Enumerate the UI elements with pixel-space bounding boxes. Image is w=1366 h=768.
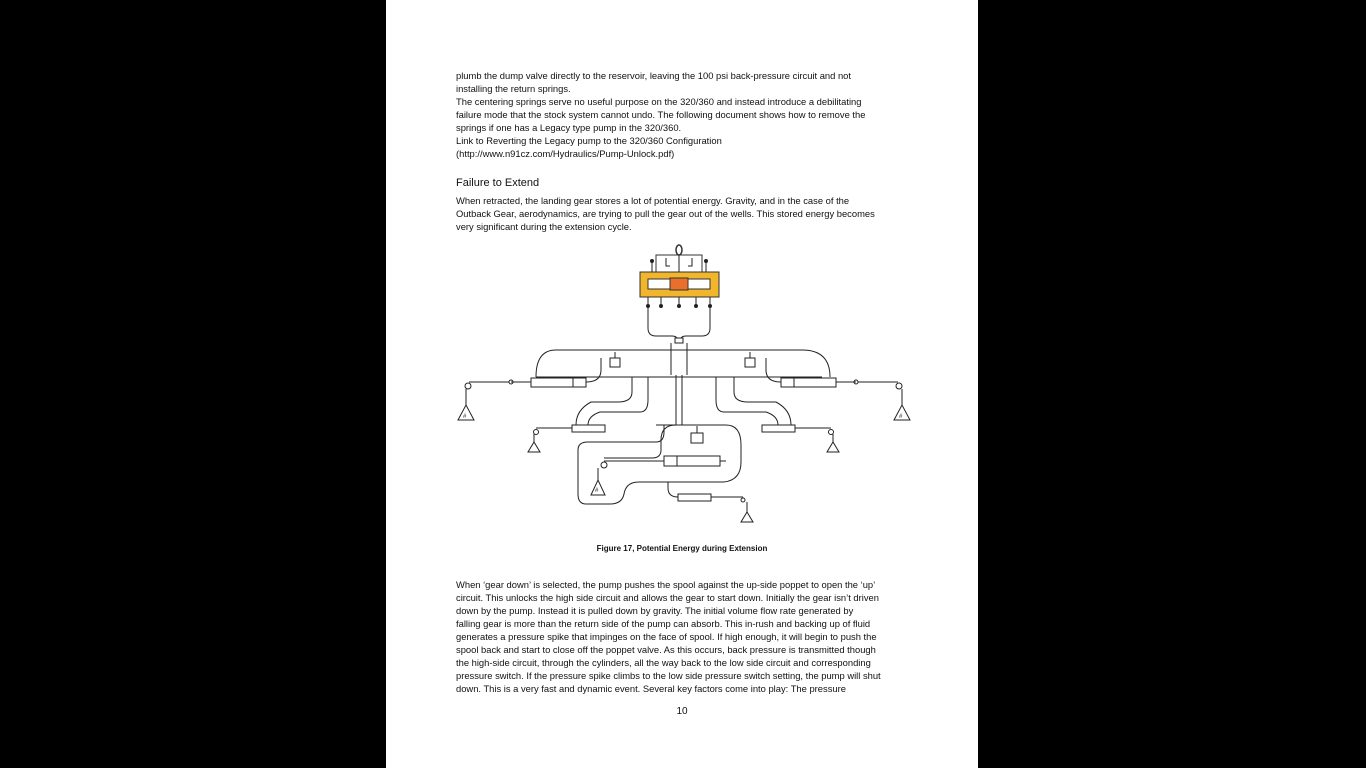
text-line: pressure switch. If the pressure spike climbs to the low side pressure switch setting, the pump will shut xyxy=(456,670,881,681)
text-line: down by the pump. Instead it is pulled down by gravity. The initial volume flow rate generated by xyxy=(456,605,854,616)
text-line: generates a pressure spike that impinges on the face of spool. If high enough, it will begin to push the xyxy=(456,631,877,642)
text-line: Outback Gear, aerodynamics, are trying to pull the gear out of the wells. This stored energy becomes xyxy=(456,208,875,219)
svg-text:#: # xyxy=(899,414,903,420)
figure-caption: Figure 17, Potential Energy during Extension xyxy=(596,544,768,553)
text-line: When retracted, the landing gear stores a lot of potential energy. Gravity, and in the case of the xyxy=(456,195,850,206)
document-page xyxy=(386,0,978,768)
text-line: installing the return springs. xyxy=(456,83,571,94)
text-line: failure mode that the stock system cannot undo. The following document shows how to remove the xyxy=(456,109,866,120)
svg-text:#: # xyxy=(595,488,599,494)
text-line: Link to Reverting the Legacy pump to the 320/360 Configuration xyxy=(456,135,722,146)
text-line: down. This is a very fast and dynamic event. Several key factors come into play: The pressure xyxy=(456,683,846,694)
text-line: springs if one has a Legacy type pump in the 320/360. xyxy=(456,122,682,133)
page-number: 10 xyxy=(676,706,688,717)
svg-text:#: # xyxy=(463,414,467,420)
body-paragraph xyxy=(456,578,916,695)
text-line: plumb the dump valve directly to the reservoir, leaving the 100 psi back-pressure circuit and not xyxy=(456,70,851,81)
pump-assembly xyxy=(640,245,719,308)
text-line: very significant during the extension cycle. xyxy=(456,221,632,232)
text-line: When ‘gear down’ is selected, the pump pushes the spool against the up-side poppet to open the ‘up’ xyxy=(456,579,876,590)
text-line: The centering springs serve no useful purpose on the 320/360 and instead introduce a debilitating xyxy=(456,96,862,107)
text-line: falling gear is more than the return side of the pump can absorb. This in-rush and backing up of fluid xyxy=(456,618,871,629)
text-line: circuit. This unlocks the high side circuit and allows the gear to start down. Initially the gear isn’t driven xyxy=(456,592,879,603)
section-heading: Failure to Extend xyxy=(456,177,540,189)
text-line: the high-side circuit, through the cylinders, all the way back to the low side circuit and corresponding xyxy=(456,657,871,668)
url-line: (http://www.n91cz.com/Hydraulics/Pump-Unlock.pdf) xyxy=(456,148,675,159)
text-line: spool back and start to close off the poppet valve. As this occurs, back pressure is transmitted though xyxy=(456,644,876,655)
